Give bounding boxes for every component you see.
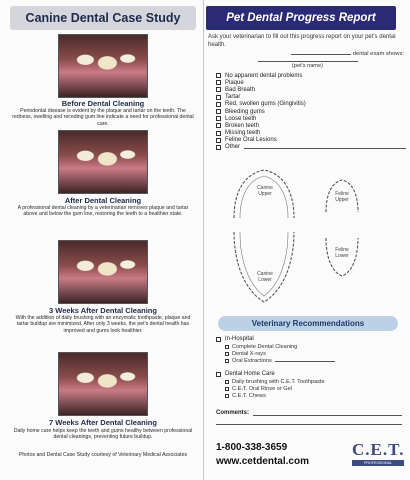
section-text-7-weeks: Daily home care helps keep the teeth and gums healthy between professional dental cleanings, preventing future buildup.	[13, 428, 193, 441]
checklist-item[interactable]	[216, 115, 406, 122]
pet-name-blank[interactable]	[258, 60, 358, 62]
checkbox[interactable]	[216, 131, 221, 136]
checklist-item-other[interactable]	[216, 144, 406, 151]
in-hospital-option[interactable]	[216, 335, 406, 343]
checkbox[interactable]	[225, 387, 229, 391]
problem-checklist	[216, 72, 406, 151]
progress-report-column	[203, 0, 410, 480]
section-title-after: After Dental Cleaning	[64, 196, 142, 205]
home-care-label: Dental Home Care	[225, 371, 275, 377]
checkbox[interactable]	[216, 372, 221, 377]
home-care-item[interactable]: C.E.T. Chews	[216, 392, 406, 399]
photo-credit: Photos and Dental Case Study courtesy of Veterinary Medical Associates	[18, 452, 188, 458]
checklist-label: Feline Oral Lesions	[225, 137, 277, 144]
checkbox[interactable]	[216, 95, 221, 100]
in-hospital-item[interactable]: Complete Dental Cleaning	[216, 343, 406, 350]
section-text-before: Periodontal disease is evident by the plaque and tartar on the teeth. The redness, swelling and receding gum line indicate a need for professional dental care.	[12, 108, 194, 127]
checklist-label: Loose teeth	[225, 115, 257, 122]
photo-after-cleaning	[58, 130, 148, 194]
checkbox[interactable]	[225, 352, 229, 356]
other-blank[interactable]	[244, 145, 406, 149]
label-canine-lower: Canine Lower	[257, 271, 273, 283]
canine-lower-inner	[240, 232, 288, 296]
checkbox[interactable]	[216, 102, 221, 107]
exam-line	[224, 51, 404, 57]
checkbox[interactable]	[216, 145, 221, 150]
vet-recommendations-header	[218, 316, 398, 331]
section-title-3-weeks: 3 Weeks After Dental Cleaning	[49, 306, 157, 315]
case-study-column	[0, 0, 200, 480]
pet-name-field[interactable]	[204, 60, 410, 69]
checklist-item[interactable]	[216, 72, 406, 79]
checkbox[interactable]	[216, 73, 221, 78]
home-care-item[interactable]: Daily brushing with C.E.T. Toothpaste	[216, 378, 406, 385]
label-feline-lower: Feline Lower	[335, 247, 349, 259]
cet-brand: C.E.T.	[352, 440, 405, 459]
checkbox[interactable]	[216, 123, 221, 128]
vet-recommendations-title: Veterinary Recommendations	[251, 319, 365, 328]
checkbox[interactable]	[216, 80, 221, 85]
checklist-label: Bad Breath	[225, 86, 256, 93]
label-canine-upper: Canine Upper	[257, 185, 273, 197]
section-text-3-weeks: With the addition of daily brushing with an enzymatic toothpaste, plaque and tartar buildup are minimized. After only 3 weeks, the pet's dental health has improved and gums look healthier.	[15, 315, 191, 334]
progress-report-title: Pet Dental Progress Report	[226, 12, 376, 24]
exam-label: dental exam shows:	[352, 51, 404, 57]
comments-label: Comments:	[216, 410, 250, 416]
checkbox[interactable]	[216, 337, 221, 342]
website-link[interactable]: www.cetdental.com	[216, 456, 309, 467]
checklist-item[interactable]	[216, 94, 406, 101]
dental-chart	[214, 162, 406, 310]
checkbox[interactable]	[216, 87, 221, 92]
home-care-item[interactable]: C.E.T. Oral Rinse or Gel	[216, 385, 406, 392]
extractions-blank[interactable]	[275, 359, 335, 362]
checklist-item[interactable]	[216, 86, 406, 93]
section-title-7-weeks: 7 Weeks After Dental Cleaning	[49, 418, 157, 427]
case-study-header	[10, 6, 196, 30]
home-care-option[interactable]	[216, 370, 406, 378]
checklist-item[interactable]	[216, 108, 406, 115]
checklist-label: No apparent dental problems	[225, 72, 303, 79]
canine-lower-arch	[234, 232, 294, 302]
section-text-after: A professional dental cleaning by a veterinarian removes plaque and tartar above and below the gum line, restoring the teeth to a healthier state.	[17, 205, 189, 218]
in-hospital-group	[216, 335, 406, 364]
checklist-item[interactable]	[216, 101, 406, 108]
progress-report-header	[206, 6, 396, 30]
checklist-label: Tartar	[225, 94, 241, 101]
label-feline-upper: Feline Upper	[335, 191, 349, 203]
in-hospital-label: In-Hospital	[225, 336, 254, 342]
checklist-item[interactable]	[216, 137, 406, 144]
photo-before-cleaning	[58, 34, 148, 98]
cet-brand-tag: PROFESSIONAL	[352, 460, 404, 466]
checkbox[interactable]	[225, 359, 229, 363]
cet-logo	[352, 440, 404, 466]
checklist-label: Plaque	[225, 79, 244, 86]
in-hospital-item[interactable]: Dental X-rays	[216, 350, 406, 357]
checkbox[interactable]	[216, 138, 221, 143]
checkbox[interactable]	[225, 394, 229, 398]
checklist-label: Other	[225, 144, 241, 151]
photo-7-weeks	[58, 352, 148, 416]
checkbox[interactable]	[225, 345, 229, 349]
comments-blank-2[interactable]	[216, 424, 402, 425]
in-hospital-item[interactable]: Oral Extractions	[216, 357, 406, 364]
phone-number: 1-800-338-3659	[216, 442, 288, 453]
checklist-label: Red, swollen gums (Gingivitis)	[225, 101, 306, 108]
dental-chart-svg	[214, 162, 406, 310]
checklist-label: Broken teeth	[225, 122, 260, 129]
comments-field[interactable]	[216, 410, 402, 416]
section-title-before: Before Dental Cleaning	[61, 99, 145, 108]
case-study-title: Canine Dental Case Study	[25, 11, 181, 25]
home-care-group	[216, 370, 406, 399]
checklist-item[interactable]	[216, 130, 406, 137]
photo-3-weeks	[58, 240, 148, 304]
checklist-label: Missing teeth	[225, 130, 261, 137]
checklist-item[interactable]	[216, 79, 406, 86]
checklist-item[interactable]	[216, 122, 406, 129]
exam-blank[interactable]	[291, 54, 351, 55]
pet-name-label: (pet's name)	[292, 63, 323, 69]
checkbox[interactable]	[216, 116, 221, 121]
checkbox[interactable]	[225, 380, 229, 384]
checkbox[interactable]	[216, 109, 221, 114]
checklist-label: Bleeding gums	[225, 108, 265, 115]
comments-blank[interactable]	[253, 411, 402, 416]
report-intro: Ask your veterinarian to fill out this progress report on your pet's dental health.	[208, 34, 396, 48]
